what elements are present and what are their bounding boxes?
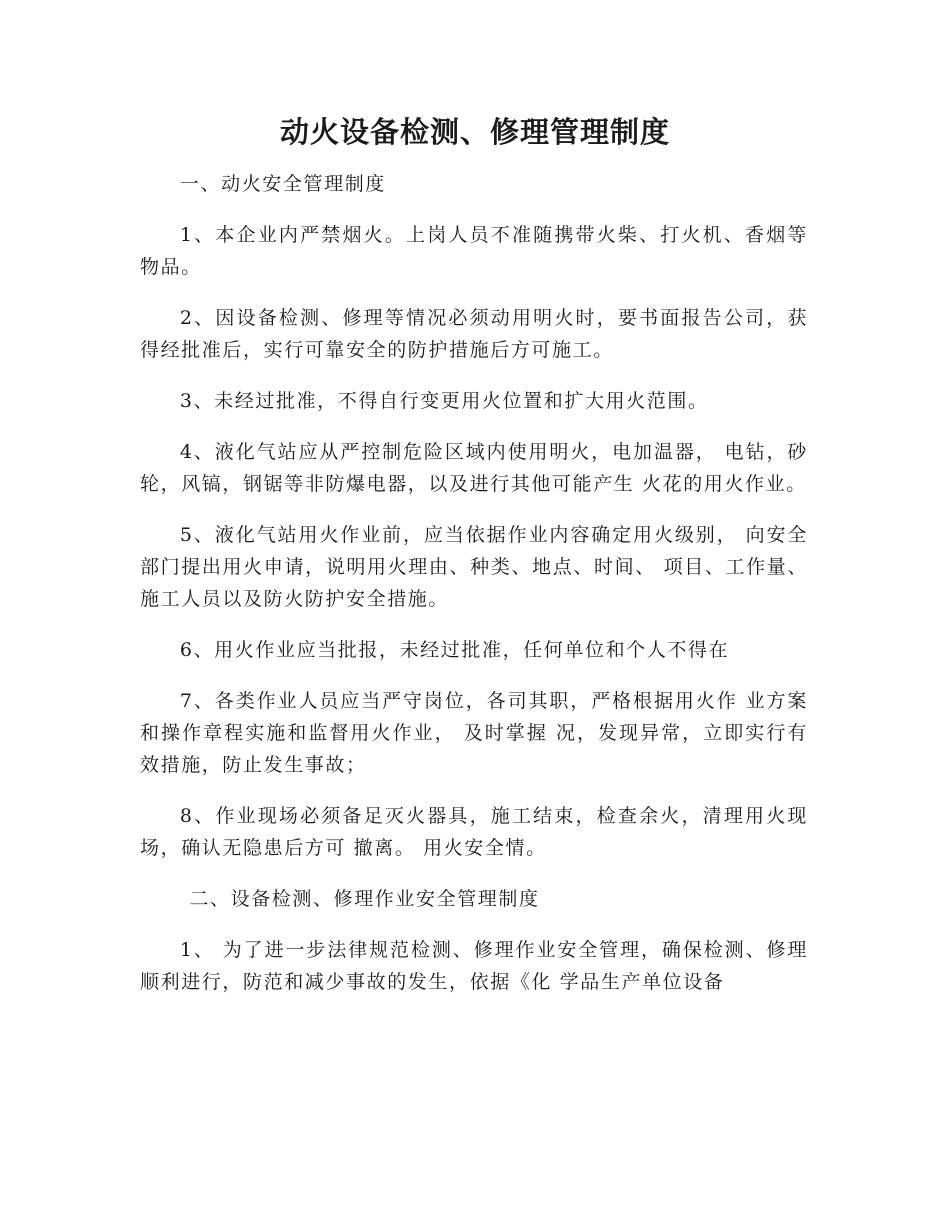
section-heading-fire-safety: 一、动火安全管理制度 (179, 173, 386, 195)
document-body (140, 168, 808, 998)
paragraph-maintenance-item-1: 1、 为了进一步法律规范检测、修理作业安全管理，确保检测、修理顺利进行，防范和减少事故的发生，依据《化 学品生产单位设备 (140, 939, 808, 993)
paragraph-item-6: 6、用火作业应当批报，未经过批准，任何单位和个人不得在 (179, 639, 730, 661)
paragraph-item-3: 3、未经过批准，不得自行变更用火位置和扩大用火范围。 (179, 390, 709, 412)
paragraph-item-7: 7、各类作业人员应当严守岗位，各司其职，严格根据用火作 业方案和操作章程实施和监督用火作业， 及时掌握 况，发现异常，立即实行有效措施，防止发生事故； (140, 690, 808, 776)
paragraph-item-4: 4、液化气站应从严控制危险区域内使用明火，电加温器， 电钻，砂轮，风镐，钢锯等非防爆电器，以及进行其他可能产生 火花的用火作业。 (140, 441, 808, 495)
paragraph-item-8: 8、作业现场必须备足灭火器具，施工结束，检查余火，清理用火现场，确认无隐患后方可 撤离。 用火安全情。 (140, 805, 808, 859)
paragraph-item-2: 2、因设备检测、修理等情况必须动用明火时，要书面报告公司，获得经批准后，实行可靠安全的防护措施后方可施工。 (140, 307, 808, 361)
document-title: 动火设备检测、修理管理制度 (279, 115, 670, 149)
paragraph-item-5: 5、液化气站用火作业前，应当依据作业内容确定用火级别， 向安全部门提出用火申请，说明用火理由、种类、地点、时间、 项目、工作量、施工人员以及防火防护安全措施。 (140, 524, 808, 610)
paragraph-item-1: 1、本企业内严禁烟火。上岗人员不准随携带火柴、打火机、香烟等物品。 (140, 224, 808, 278)
section-heading-maintenance: 二、设备检测、修理作业安全管理制度 (189, 888, 540, 910)
